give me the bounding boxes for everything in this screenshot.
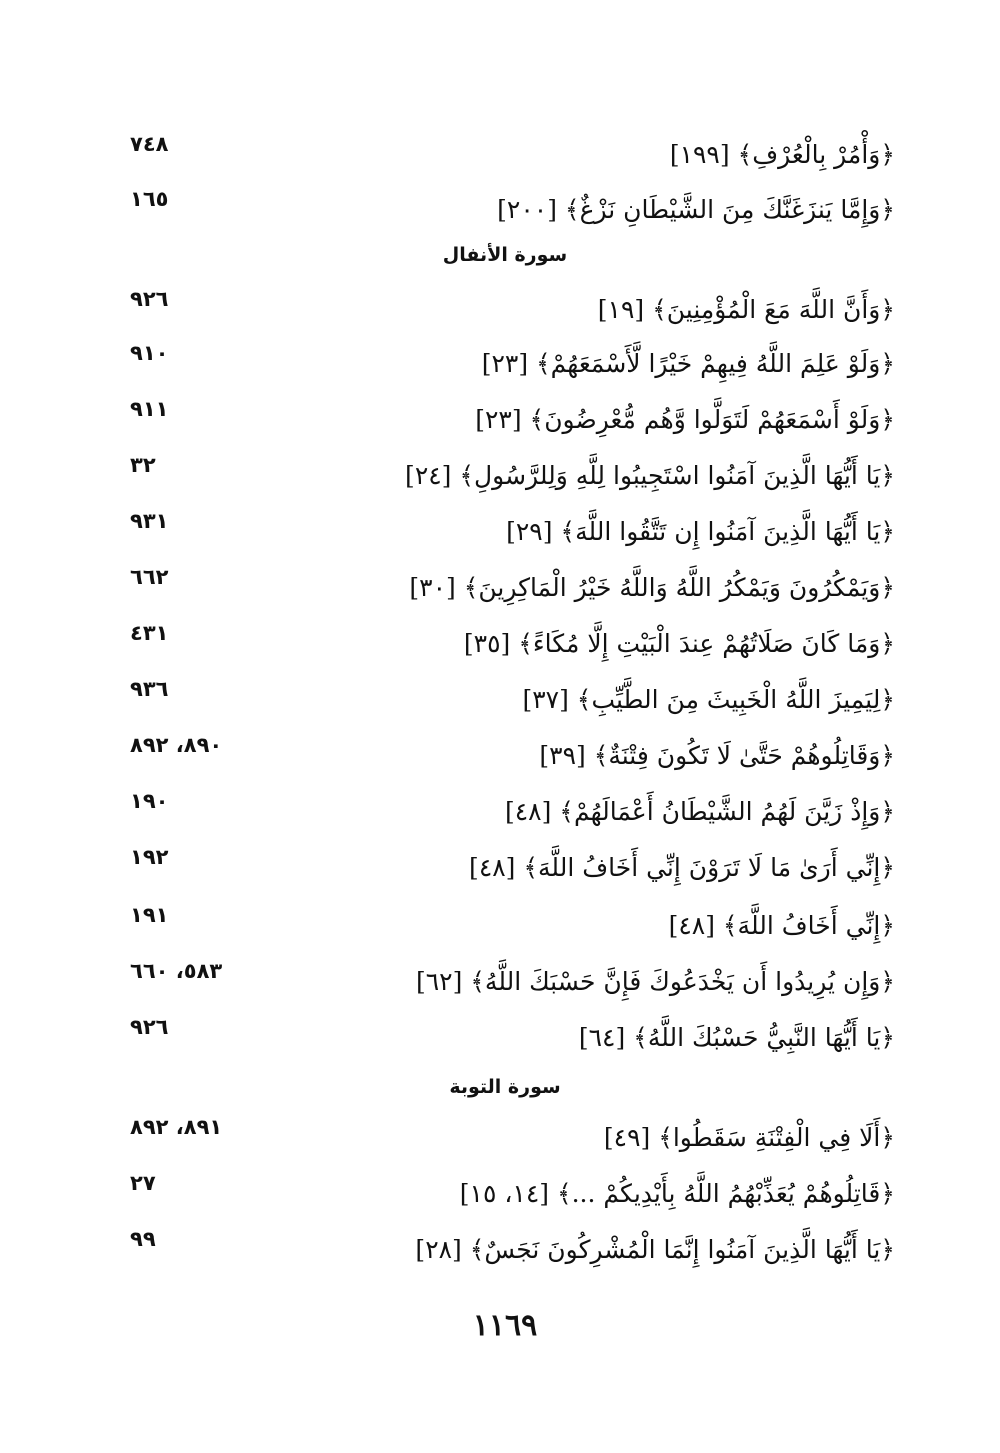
index-entry (0, 789, 1000, 840)
verse-citation: ﴿وَإِذْ زَيَّنَ لَهُمُ الشَّيْطَانُ أَعْمَالَهُمْ﴾ [٤٨] (504, 797, 895, 826)
page-reference: ٨٩٠، ٨٩٢ (130, 733, 223, 757)
page-reference: ٧٤٨ (130, 132, 169, 156)
verse-citation: ﴿إِنِّي أَخَافُ اللَّهَ﴾ [٤٨] (668, 911, 895, 940)
page-reference: ٩١١ (130, 397, 169, 421)
verse-citation: ﴿وَمَا كَانَ صَلَاتُهُمْ عِندَ الْبَيْتِ إِلَّا مُكَاءً﴾ [٣٥] (463, 629, 895, 658)
page-reference: ١٩٠ (130, 789, 169, 813)
verse-citation: ﴿لِيَمِيزَ اللَّهُ الْخَبِيثَ مِنَ الطَّيِّبِ﴾ [٣٧] (522, 685, 895, 714)
verse-citation: ﴿وَأْمُرْ بِالْعُرْفِ﴾ [١٩٩] (669, 140, 895, 169)
index-entry (0, 287, 1000, 338)
verse-citation: ﴿وَأَنَّ اللَّهَ مَعَ الْمُؤْمِنِينَ﴾ [١٩] (597, 295, 895, 324)
page-reference: ٦٦٢ (130, 565, 169, 589)
page-reference: ١٩١ (130, 903, 169, 927)
page-reference: ١٩٢ (130, 845, 169, 869)
verse-citation: ﴿وَلَوْ أَسْمَعَهُمْ لَتَوَلَّوا وَّهُم مُّعْرِضُونَ﴾ [٢٣] (475, 405, 895, 434)
page-reference: ٩٣٦ (130, 677, 169, 701)
index-entry (0, 1015, 1000, 1066)
index-entry (0, 677, 1000, 728)
page-reference: ٩١٠ (130, 341, 169, 365)
verse-citation: ﴿يَا أَيُّهَا الَّذِينَ آمَنُوا إِن تَتَّقُوا اللَّهَ﴾ [٢٩] (506, 517, 895, 546)
verse-citation: ﴿يَا أَيُّهَا الَّذِينَ آمَنُوا إِنَّمَا الْمُشْرِكُونَ نَجَسٌ﴾ [٢٨] (415, 1235, 895, 1264)
index-entry (0, 1171, 1000, 1222)
page-reference: ٩٢٦ (130, 1015, 169, 1039)
verse-citation: ﴿وَإِن يُرِيدُوا أَن يَخْدَعُوكَ فَإِنَّ حَسْبَكَ اللَّهُ﴾ [٦٢] (415, 967, 895, 996)
page-reference: ١٦٥ (130, 187, 169, 211)
verse-citation: ﴿إِنِّي أَرَىٰ مَا لَا تَرَوْنَ إِنِّي أَخَافُ اللَّهَ﴾ [٤٨] (469, 853, 895, 882)
verse-citation: ﴿وَإِمَّا يَنزَغَنَّكَ مِنَ الشَّيْطَانِ نَزْغٌ﴾ [٢٠٠] (497, 195, 895, 224)
verse-citation: ﴿وَقَاتِلُوهُمْ حَتَّىٰ لَا تَكُونَ فِتْنَةٌ﴾ [٣٩] (539, 741, 895, 770)
index-entry (0, 845, 1000, 896)
index-entry (0, 453, 1000, 504)
index-entry (0, 341, 1000, 392)
verse-citation: ﴿قَاتِلُوهُمْ يُعَذِّبْهُمُ اللَّهُ بِأَيْدِيكُمْ ...﴾ [١٤، ١٥] (459, 1179, 895, 1208)
index-entry (0, 397, 1000, 448)
page-reference: ٨٩١، ٨٩٢ (130, 1115, 223, 1139)
index-entry (0, 903, 1000, 954)
verse-citation: ﴿وَيَمْكُرُونَ وَيَمْكُرُ اللَّهُ وَاللَّهُ خَيْرُ الْمَاكِرِينَ﴾ [٣٠] (409, 573, 895, 602)
index-entry (0, 509, 1000, 560)
verse-citation: ﴿يَا أَيُّهَا النَّبِيُّ حَسْبُكَ اللَّهُ﴾ [٦٤] (578, 1023, 895, 1052)
verse-citation: ﴿أَلَا فِي الْفِتْنَةِ سَقَطُوا﴾ [٤٩] (603, 1123, 895, 1152)
page-reference: ٩٢٦ (130, 287, 169, 311)
page-reference: ٩٩ (130, 1227, 156, 1251)
verse-citation: ﴿يَا أَيُّهَا الَّذِينَ آمَنُوا اسْتَجِيبُوا لِلَّهِ وَلِلرَّسُولِ﴾ [٢٤] (405, 461, 895, 490)
verse-citation: ﴿وَلَوْ عَلِمَ اللَّهُ فِيهِمْ خَيْرًا لَّأَسْمَعَهُمْ﴾ [٢٣] (481, 349, 895, 378)
index-entry (0, 187, 1000, 238)
index-entry (0, 1115, 1000, 1166)
page-number: ١١٦٩ (472, 1308, 538, 1343)
index-entry (0, 959, 1000, 1010)
section-heading-tawba: سورة التوبة (449, 1076, 561, 1098)
index-entry (0, 1227, 1000, 1278)
index-entry (0, 621, 1000, 672)
page-reference: ٤٣١ (130, 621, 169, 645)
page-reference: ٣٢ (130, 453, 156, 477)
index-entry (0, 733, 1000, 784)
section-heading-anfal: سورة الأنفال (442, 244, 568, 266)
index-entry (0, 565, 1000, 616)
page-reference: ٩٣١ (130, 509, 169, 533)
page-reference: ٢٧ (130, 1171, 156, 1195)
index-entry (0, 132, 1000, 183)
page-reference: ٥٨٣، ٦٦٠ (130, 959, 223, 983)
